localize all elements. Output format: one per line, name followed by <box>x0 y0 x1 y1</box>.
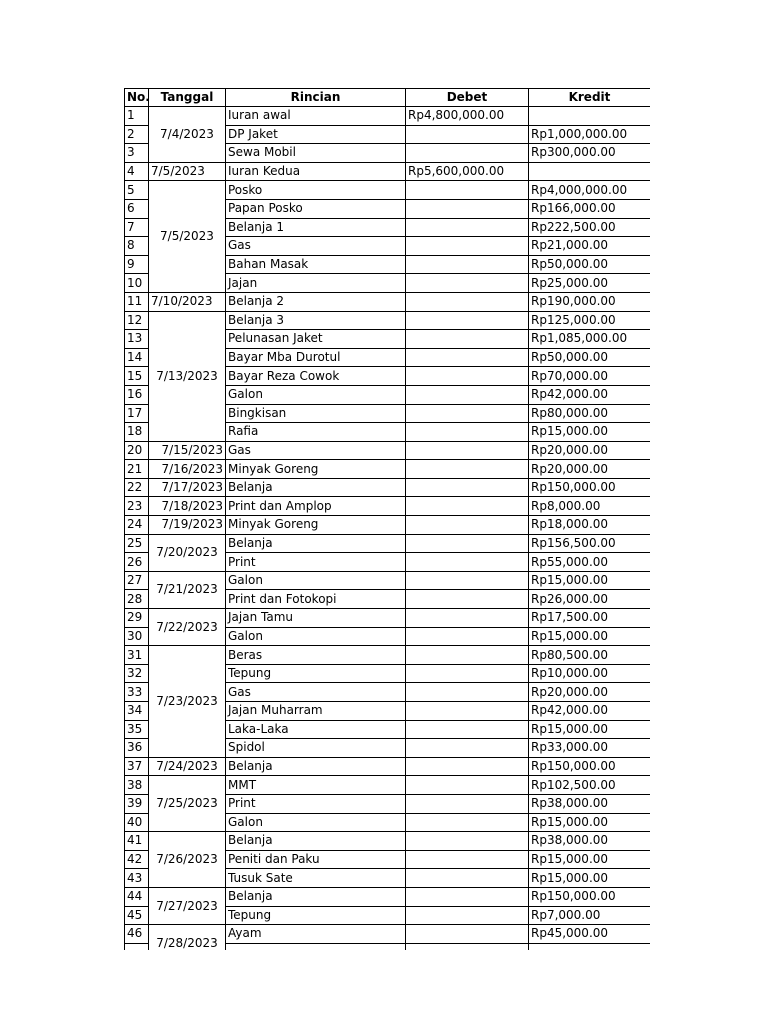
rincian-cell: Jajan Tamu <box>226 609 406 628</box>
rincian-cell: Sewa Mobil <box>226 144 406 163</box>
kredit-cell: Rp80,000.00 <box>529 404 651 423</box>
kredit-cell: Rp150,000.00 <box>529 887 651 906</box>
rincian-cell: Peniti dan Paku <box>226 850 406 869</box>
date-cell: 7/25/2023 <box>149 776 226 832</box>
kredit-cell: Rp15,000.00 <box>529 720 651 739</box>
date-cell: 7/16/2023 <box>149 460 226 479</box>
date-cell: 7/13/2023 <box>149 311 226 441</box>
ledger-table <box>124 88 650 950</box>
kredit-cell: Rp190,000.00 <box>529 292 651 311</box>
header-kredit: Kredit <box>529 89 651 107</box>
debet-cell <box>406 199 529 218</box>
kredit-cell: Rp50,000.00 <box>529 348 651 367</box>
rincian-cell: Papan Posko <box>226 199 406 218</box>
row-number-cell: 7 <box>125 218 149 237</box>
kredit-cell: Rp33,000.00 <box>529 739 651 758</box>
kredit-cell: Rp38,000.00 <box>529 794 651 813</box>
kredit-cell: Rp18,000.00 <box>529 516 651 535</box>
debet-cell <box>406 553 529 572</box>
date-cell: 7/18/2023 <box>149 497 226 516</box>
row-number-cell: 38 <box>125 776 149 795</box>
row-number-cell: 12 <box>125 311 149 330</box>
row-number-cell: 35 <box>125 720 149 739</box>
table-row <box>125 460 651 479</box>
kredit-cell: Rp26,000.00 <box>529 590 651 609</box>
row-number-cell: 9 <box>125 255 149 274</box>
rincian-cell: Minyak Goreng <box>226 460 406 479</box>
table-row <box>125 181 651 200</box>
debet-cell <box>406 869 529 888</box>
rincian-cell: Belanja 1 <box>226 218 406 237</box>
header-row <box>125 89 651 107</box>
table-row <box>125 107 651 126</box>
kredit-cell: Rp15,000.00 <box>529 423 651 442</box>
header-no: No. <box>125 89 149 107</box>
table-row <box>125 571 651 590</box>
rincian-cell: Bayar Reza Cowok <box>226 367 406 386</box>
rincian-cell: Belanja <box>226 478 406 497</box>
table-row <box>125 609 651 628</box>
row-number-cell: 45 <box>125 906 149 925</box>
rincian-cell: Beras <box>226 646 406 665</box>
row-number-cell: 4 <box>125 162 149 181</box>
rincian-cell: Minyak Goreng <box>226 516 406 535</box>
kredit-cell: Rp125,000.00 <box>529 311 651 330</box>
kredit-cell <box>529 107 651 126</box>
row-number-cell: 28 <box>125 590 149 609</box>
ledger-body <box>125 107 651 951</box>
kredit-cell: Rp102,500.00 <box>529 776 651 795</box>
table-row <box>125 887 651 906</box>
rincian-cell: Belanja <box>226 534 406 553</box>
kredit-cell: Rp300,000.00 <box>529 144 651 163</box>
row-number-cell: 11 <box>125 292 149 311</box>
debet-cell <box>406 906 529 925</box>
debet-cell <box>406 720 529 739</box>
row-number-cell: 13 <box>125 330 149 349</box>
spreadsheet-page <box>124 88 650 950</box>
rincian-cell: Galon <box>226 385 406 404</box>
debet-cell <box>406 330 529 349</box>
kredit-cell: Rp150,000.00 <box>529 478 651 497</box>
date-cell: 7/27/2023 <box>149 887 226 924</box>
debet-cell <box>406 237 529 256</box>
row-number-cell: 40 <box>125 813 149 832</box>
rincian-cell: Gas <box>226 441 406 460</box>
debet-cell <box>406 181 529 200</box>
kredit-cell: Rp50,000.00 <box>529 255 651 274</box>
debet-cell <box>406 702 529 721</box>
debet-cell <box>406 311 529 330</box>
row-number-cell: 44 <box>125 887 149 906</box>
rincian-cell: Belanja <box>226 832 406 851</box>
kredit-cell: Rp8,000.00 <box>529 497 651 516</box>
kredit-cell: Rp25,000.00 <box>529 274 651 293</box>
kredit-cell: Rp15,000.00 <box>529 869 651 888</box>
kredit-cell: Rp38,000.00 <box>529 832 651 851</box>
date-cell: 7/23/2023 <box>149 646 226 758</box>
debet-cell <box>406 404 529 423</box>
date-cell: 7/26/2023 <box>149 832 226 888</box>
kredit-cell <box>529 162 651 181</box>
debet-cell <box>406 627 529 646</box>
date-cell: 7/19/2023 <box>149 516 226 535</box>
row-number-cell: 22 <box>125 478 149 497</box>
date-cell: 7/24/2023 <box>149 757 226 776</box>
row-number-cell: 1 <box>125 107 149 126</box>
rincian-cell: Print dan Fotokopi <box>226 590 406 609</box>
debet-cell <box>406 144 529 163</box>
debet-cell <box>406 776 529 795</box>
table-row <box>125 925 651 944</box>
row-number-cell: 15 <box>125 367 149 386</box>
rincian-cell: Tepung <box>226 664 406 683</box>
date-cell: 7/5/2023 <box>149 181 226 293</box>
table-row <box>125 292 651 311</box>
debet-cell <box>406 590 529 609</box>
debet-cell <box>406 255 529 274</box>
table-row <box>125 516 651 535</box>
table-row <box>125 441 651 460</box>
date-cell: 7/17/2023 <box>149 478 226 497</box>
row-number-cell: 6 <box>125 199 149 218</box>
row-number-cell: 30 <box>125 627 149 646</box>
rincian-cell: Belanja <box>226 887 406 906</box>
row-number-cell: 26 <box>125 553 149 572</box>
table-row <box>125 832 651 851</box>
kredit-cell: Rp21,000.00 <box>529 237 651 256</box>
kredit-cell: Rp42,000.00 <box>529 702 651 721</box>
debet-cell <box>406 385 529 404</box>
rincian-cell: Galon <box>226 627 406 646</box>
rincian-cell: Iuran Kedua <box>226 162 406 181</box>
header-rincian: Rincian <box>226 89 406 107</box>
row-number-cell: 41 <box>125 832 149 851</box>
row-number-cell: 23 <box>125 497 149 516</box>
rincian-cell: MMT <box>226 776 406 795</box>
debet-cell <box>406 925 529 944</box>
debet-cell <box>406 683 529 702</box>
header-tanggal: Tanggal <box>149 89 226 107</box>
row-number-cell: 32 <box>125 664 149 683</box>
kredit-cell: Rp15,000.00 <box>529 571 651 590</box>
date-cell: 7/28/2023 <box>149 925 226 950</box>
rincian-cell: Laka-Laka <box>226 720 406 739</box>
kredit-cell: Rp10,000.00 <box>529 664 651 683</box>
rincian-cell: Galon <box>226 571 406 590</box>
rincian-cell: Belanja 2 <box>226 292 406 311</box>
row-number-cell: 33 <box>125 683 149 702</box>
date-cell: 7/22/2023 <box>149 609 226 646</box>
debet-cell <box>406 664 529 683</box>
rincian-cell: Spidol <box>226 739 406 758</box>
debet-cell: Rp4,800,000.00 <box>406 107 529 126</box>
debet-cell <box>406 478 529 497</box>
date-cell: 7/4/2023 <box>149 107 226 163</box>
date-cell: 7/5/2023 <box>149 162 226 181</box>
row-number-cell: 18 <box>125 423 149 442</box>
debet-cell <box>406 274 529 293</box>
debet-cell <box>406 832 529 851</box>
date-cell: 7/15/2023 <box>149 441 226 460</box>
row-number-cell: 21 <box>125 460 149 479</box>
kredit-cell: Rp45,000.00 <box>529 925 651 944</box>
kredit-cell: Rp1,085,000.00 <box>529 330 651 349</box>
row-number-cell: 34 <box>125 702 149 721</box>
debet-cell <box>406 757 529 776</box>
row-number-cell: 24 <box>125 516 149 535</box>
debet-cell: Rp5,600,000.00 <box>406 162 529 181</box>
kredit-cell: Rp15,000.00 <box>529 627 651 646</box>
row-number-cell: 39 <box>125 794 149 813</box>
debet-cell <box>406 423 529 442</box>
table-row <box>125 534 651 553</box>
rincian-cell: Belanja <box>226 757 406 776</box>
kredit-cell: Rp20,000.00 <box>529 441 651 460</box>
kredit-cell: Rp7,000.00 <box>529 906 651 925</box>
kredit-cell: Rp166,000.00 <box>529 199 651 218</box>
debet-cell <box>406 534 529 553</box>
row-number-cell <box>125 943 149 950</box>
date-cell: 7/20/2023 <box>149 534 226 571</box>
debet-cell <box>529 943 651 950</box>
rincian-cell: Pelunasan Jaket <box>226 330 406 349</box>
rincian-cell: Tusuk Sate <box>226 869 406 888</box>
rincian-cell: Galon <box>226 813 406 832</box>
rincian-cell: Print dan Amplop <box>226 497 406 516</box>
row-number-cell: 31 <box>125 646 149 665</box>
debet-cell <box>406 348 529 367</box>
row-number-cell: 25 <box>125 534 149 553</box>
debet-cell <box>406 609 529 628</box>
rincian-cell: Bingkisan <box>226 404 406 423</box>
debet-cell <box>406 571 529 590</box>
rincian-cell: Bahan Masak <box>226 255 406 274</box>
date-cell: 7/10/2023 <box>149 292 226 311</box>
rincian-cell: Tepung <box>226 906 406 925</box>
row-number-cell: 36 <box>125 739 149 758</box>
table-row <box>125 162 651 181</box>
kredit-cell: Rp70,000.00 <box>529 367 651 386</box>
kredit-cell: Rp20,000.00 <box>529 460 651 479</box>
rincian-cell: Belanja 3 <box>226 311 406 330</box>
kredit-cell: Rp222,500.00 <box>529 218 651 237</box>
row-number-cell: 29 <box>125 609 149 628</box>
row-number-cell: 5 <box>125 181 149 200</box>
row-number-cell: 10 <box>125 274 149 293</box>
kredit-cell: Rp150,000.00 <box>529 757 651 776</box>
debet-cell <box>406 367 529 386</box>
date-cell <box>226 943 406 950</box>
rincian-cell: Jajan <box>226 274 406 293</box>
debet-cell <box>406 497 529 516</box>
kredit-cell: Rp55,000.00 <box>529 553 651 572</box>
debet-cell <box>406 850 529 869</box>
table-row <box>125 646 651 665</box>
debet-cell <box>406 125 529 144</box>
kredit-cell: Rp15,000.00 <box>529 850 651 869</box>
rincian-cell: Ayam <box>226 925 406 944</box>
row-number-cell: 16 <box>125 385 149 404</box>
rincian-cell: Print <box>226 553 406 572</box>
table-row <box>125 478 651 497</box>
debet-cell <box>406 292 529 311</box>
header-debet: Debet <box>406 89 529 107</box>
kredit-cell: Rp17,500.00 <box>529 609 651 628</box>
debet-cell <box>406 646 529 665</box>
debet-cell <box>406 739 529 758</box>
table-row <box>125 776 651 795</box>
kredit-cell: Rp4,000,000.00 <box>529 181 651 200</box>
kredit-cell: Rp156,500.00 <box>529 534 651 553</box>
row-number-cell: 20 <box>125 441 149 460</box>
row-number-cell: 8 <box>125 237 149 256</box>
rincian-cell: Posko <box>226 181 406 200</box>
kredit-cell: Rp15,000.00 <box>529 813 651 832</box>
table-row <box>125 311 651 330</box>
rincian-cell: Gas <box>226 683 406 702</box>
rincian-cell: Bayar Mba Durotul <box>226 348 406 367</box>
kredit-cell: Rp1,000,000.00 <box>529 125 651 144</box>
rincian-cell <box>406 943 529 950</box>
debet-cell <box>406 218 529 237</box>
rincian-cell: DP Jaket <box>226 125 406 144</box>
row-number-cell: 17 <box>125 404 149 423</box>
debet-cell <box>406 887 529 906</box>
row-number-cell: 46 <box>125 925 149 944</box>
table-row <box>125 757 651 776</box>
kredit-cell: Rp20,000.00 <box>529 683 651 702</box>
debet-cell <box>406 460 529 479</box>
rincian-cell: Iuran awal <box>226 107 406 126</box>
row-number-cell: 2 <box>125 125 149 144</box>
debet-cell <box>406 813 529 832</box>
date-cell: 7/21/2023 <box>149 571 226 608</box>
row-number-cell: 14 <box>125 348 149 367</box>
row-number-cell: 37 <box>125 757 149 776</box>
row-number-cell: 3 <box>125 144 149 163</box>
kredit-cell: Rp80,500.00 <box>529 646 651 665</box>
kredit-cell: Rp42,000.00 <box>529 385 651 404</box>
rincian-cell: Jajan Muharram <box>226 702 406 721</box>
debet-cell <box>406 441 529 460</box>
row-number-cell: 43 <box>125 869 149 888</box>
rincian-cell: Gas <box>226 237 406 256</box>
rincian-cell: Print <box>226 794 406 813</box>
rincian-cell: Rafia <box>226 423 406 442</box>
debet-cell <box>406 794 529 813</box>
row-number-cell: 42 <box>125 850 149 869</box>
row-number-cell: 27 <box>125 571 149 590</box>
debet-cell <box>406 516 529 535</box>
table-row <box>125 497 651 516</box>
